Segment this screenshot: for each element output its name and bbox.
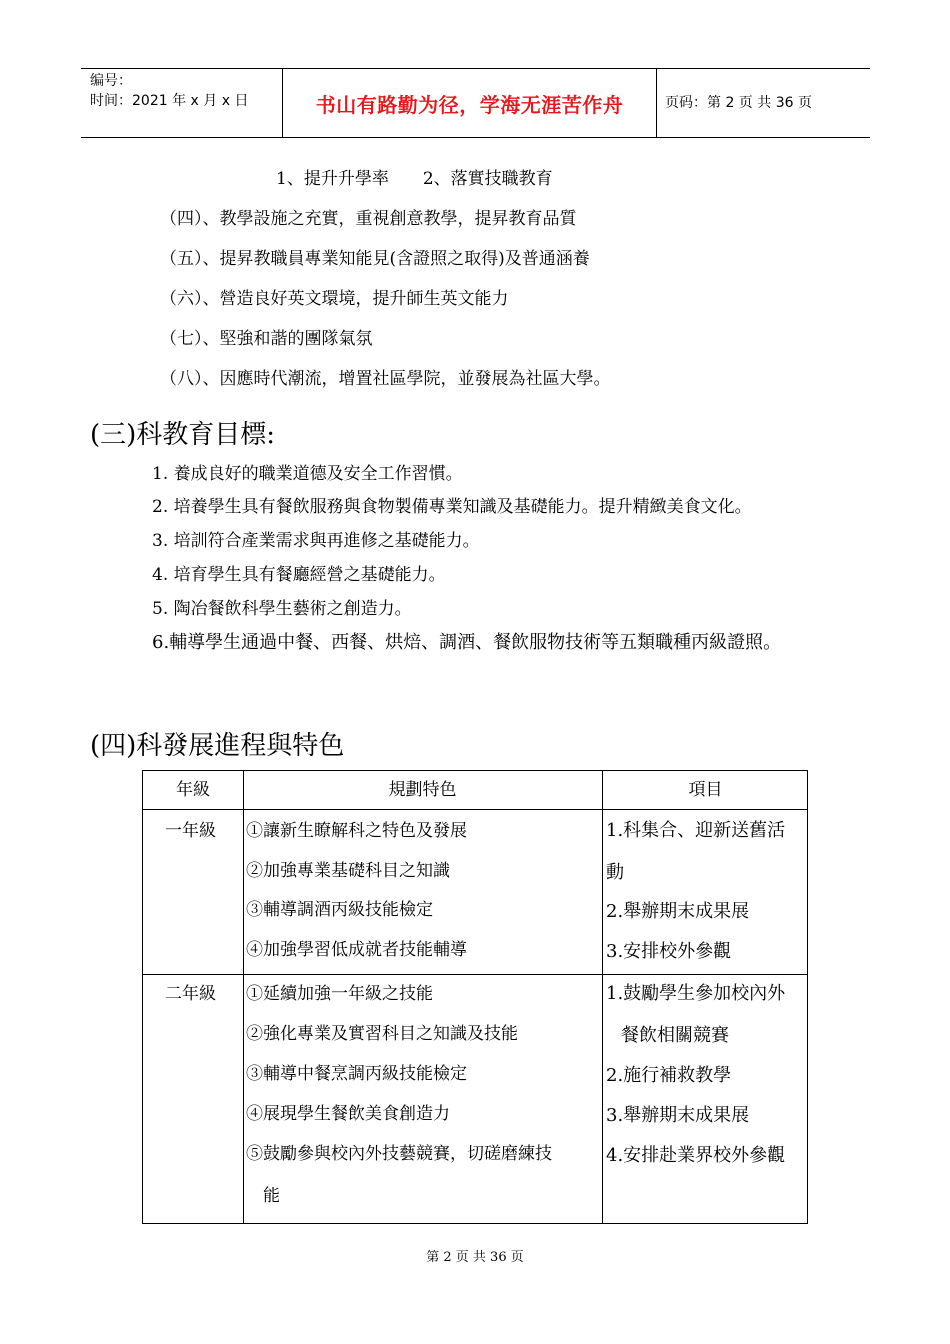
list-item: （七）、堅強和諧的團隊氣氛 xyxy=(160,329,373,349)
table-cell-item: 動 xyxy=(606,862,624,883)
page-footer: 第 2 页 共 36 页 xyxy=(426,1250,524,1265)
table-cell-item: 餐飲相關競賽 xyxy=(621,1025,729,1046)
table-cell-feature: ④加強學習低成就者技能輔導 xyxy=(246,940,467,960)
table-cell-grade: 一年級 xyxy=(165,821,216,841)
table-header-features: 規劃特色 xyxy=(388,780,457,800)
table-divider xyxy=(602,771,603,1223)
table-cell-item: 2.施行補救教學 xyxy=(606,1065,732,1086)
table-cell-item: 4.安排赴業界校外參觀 xyxy=(606,1145,786,1166)
table-divider xyxy=(143,974,807,975)
header-motto: 书山有路勤为径，学海无涯苦作舟 xyxy=(315,92,624,117)
sub-items: 1、提升升學率 2、落實技職教育 xyxy=(276,169,553,189)
table-cell-feature: ③輔導中餐烹調丙級技能檢定 xyxy=(246,1064,467,1084)
progress-table xyxy=(142,770,808,1224)
list-item: （四）、教學設施之充實，重視創意教學，提昇教育品質 xyxy=(160,209,577,229)
table-header-grade: 年級 xyxy=(176,780,210,800)
header-page-cell xyxy=(657,69,870,137)
table-cell-feature: ②強化專業及實習科目之知識及技能 xyxy=(246,1024,518,1044)
list-item: （五）、提昇教職員專業知能見(含證照之取得)及普通涵養 xyxy=(160,249,590,269)
header-page-label: 页码：第 2 页 共 36 页 xyxy=(665,95,812,111)
header-motto-cell xyxy=(282,69,657,137)
table-cell-feature: ①讓新生瞭解科之特色及發展 xyxy=(246,821,467,841)
goal-item: 2. 培養學生具有餐飲服務與食物製備專業知識及基礎能力。提升精緻美食文化。 xyxy=(152,497,752,517)
table-cell-item: 3.舉辦期末成果展 xyxy=(606,1105,750,1126)
goal-item: 3. 培訓符合產業需求與再進修之基礎能力。 xyxy=(152,531,480,551)
table-cell-item: 1.鼓勵學生參加校內外 xyxy=(606,983,786,1004)
goal-item: 6.輔導學生通過中餐、西餐、烘焙、調酒、餐飲服物技術等五類職種丙級證照。 xyxy=(152,632,782,653)
table-cell-feature: ①延續加強一年級之技能 xyxy=(246,984,433,1004)
table-cell-feature: ③輔導調酒丙級技能檢定 xyxy=(246,900,433,920)
table-cell-feature: ②加強專業基礎科目之知識 xyxy=(246,861,450,881)
section-title: (四)科發展進程與特色 xyxy=(90,731,345,761)
goal-item: 1. 養成良好的職業道德及安全工作習慣。 xyxy=(152,464,463,484)
table-cell-feature: 能 xyxy=(263,1186,280,1206)
doc-number-label: 编号： xyxy=(90,73,132,89)
page-header xyxy=(81,68,870,138)
section-title: (三)科教育目標: xyxy=(90,420,276,450)
table-cell-item: 1.科集合、迎新送舊活 xyxy=(606,820,786,841)
doc-date-label: 时间：2021 年 x 月 x 日 xyxy=(90,93,249,109)
table-divider xyxy=(243,771,244,1223)
table-cell-feature: ④展現學生餐飲美食創造力 xyxy=(246,1104,450,1124)
table-cell-grade: 二年級 xyxy=(165,984,216,1004)
goal-item: 4. 培育學生具有餐廳經營之基礎能力。 xyxy=(152,565,446,585)
list-item: （六）、營造良好英文環境，提升師生英文能力 xyxy=(160,289,509,309)
table-cell-item: 3.安排校外參觀 xyxy=(606,941,732,962)
table-cell-feature: ⑤鼓勵參與校內外技藝競賽，切磋磨練技 xyxy=(246,1144,552,1164)
table-divider xyxy=(143,809,807,810)
header-info-cell xyxy=(81,69,281,137)
table-cell-item: 2.舉辦期末成果展 xyxy=(606,901,750,922)
list-item: （八）、因應時代潮流，增置社區學院，並發展為社區大學。 xyxy=(160,369,611,389)
table-header-items: 項目 xyxy=(688,780,723,800)
goal-item: 5. 陶冶餐飲科學生藝術之創造力。 xyxy=(152,599,412,619)
